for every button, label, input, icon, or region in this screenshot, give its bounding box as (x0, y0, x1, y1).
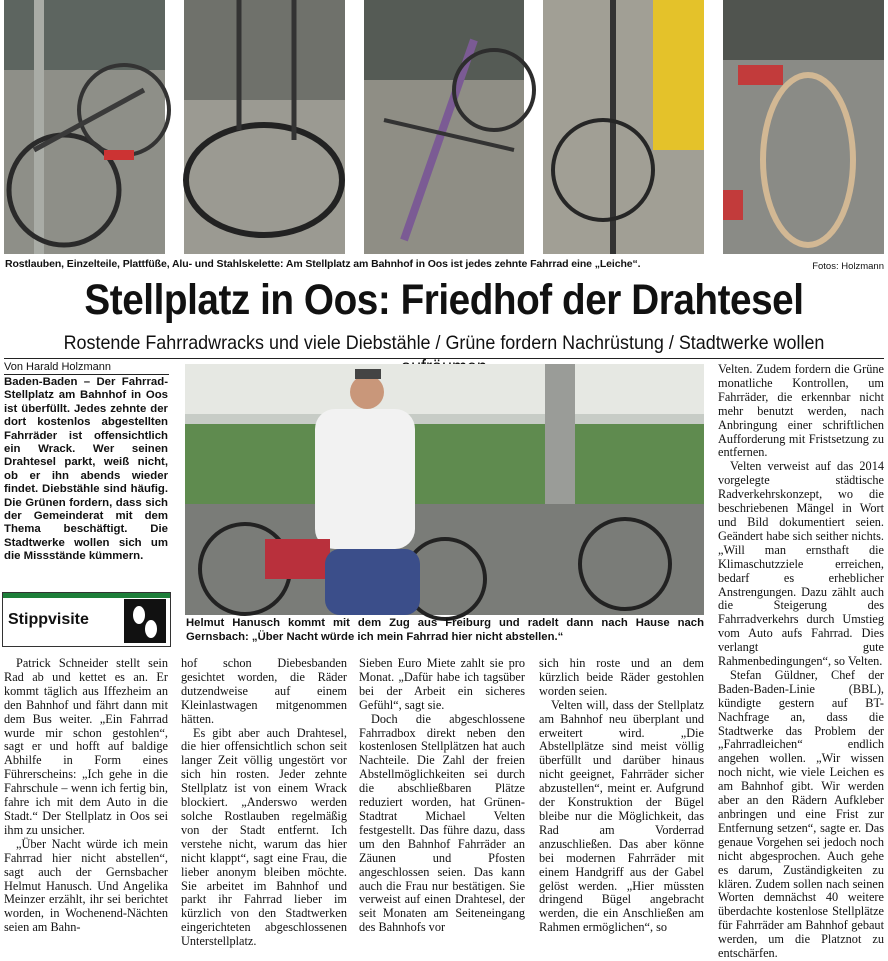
body-paragraph: „Über Nacht würde ich mein Fahrrad hier nicht abstellen“, sagt auch der Gernsbacher Helmut Hanusch. Und Angelika Meinzer erzählt, ihr sei berichtet worden, in Wochenend-Nächten seien am Bahn- (4, 836, 168, 935)
lead-paragraph: Baden-Baden – Der Fahrrad-Stellplatz am Bahnhof in Oos ist überfüllt. Jedes zehnte der dort kostenlos abgestellten Fahrräder ist offensichtlich ein Wrack. Wer seinen Drahtesel parkt, weiß nicht, ob er ihn abends wieder findet. Diebstähle sind häufig. Die Grünen fordern, dass sich der Gemeinderat mit dem Thema beschäftigt. Die Stadtwerke wollen sich um die Missstände kümmern. (4, 376, 168, 563)
body-paragraph: hof schon Diebesbanden gesichtet worden, die Räder dutzendweise auf einem Kleinlastwagen mitgenommen hätten. (181, 656, 347, 726)
body-paragraph: Patrick Schneider stellt sein Rad ab und kettet es an. Er kommt täglich aus Iffezheim an den Bahnhof und fährt dann mit dem Bus weiter. „Ein Fahrrad wurde mir schon gestohlen“, sagt er und hofft auf baldige Abhilfe in Form eines Führerscheins: „Ich gehe in die Fahrschule – wenn ich fertig bin, fahre ich mit dem Auto in die Stadt.“ Der Stellplatz in Oos sei ihm zu unsicher. (4, 656, 168, 837)
headline: Stellplatz in Oos: Friedhof der Drahtesel (84, 276, 804, 324)
body-paragraph: sich hin roste und an dem kürzlich beide Räder gestohlen worden seien. (539, 656, 704, 698)
byline-rule (4, 374, 169, 375)
body-column-4 (539, 656, 704, 935)
body-paragraph: Doch die abgeschlossene Fahrradbox direkt neben den kostenlosen Stellplätzen hat auch Nachteile. Die Zahl der freien Abstellmöglichkeiten sei durch die abschließbaren Plätze reduziert worden, hat Grünen-Stadtrat Michael Velten festgestellt. Das führe dazu, dass um den Bahnhof Fahrräder an Zäunen und Pfosten angeschlossen seien. Das kann auch die Frau nur bestätigen. Sie verweist auf einen Drahtesel, der seit Monaten am Seiteneingang des Bahnhofs vor (359, 711, 525, 935)
byline: Von Harald Holzmann (4, 361, 112, 373)
body-column-5 (718, 362, 884, 961)
photo-bicycle-rack-3 (364, 0, 524, 254)
photo-bicycle-rack-5 (723, 0, 884, 254)
main-photo-caption: Helmut Hanusch kommt mit dem Zug aus Freiburg und radelt dann nach Hause nach Gernsbach: „Über Nacht würde ich mein Fahrrad hier nicht abstellen.“ (186, 617, 704, 643)
photo-strip-caption: Rostlauben, Einzelteile, Plattfüße, Alu- und Stahlskelette: Am Stellplatz am Bahnhof in Oos ist jedes zehnte Fahrrad eine „Leiche“. (5, 258, 641, 270)
photo-man-with-bicycle (185, 364, 704, 615)
photo-bicycle-rack-2 (184, 0, 345, 254)
photo-bicycle-rack-1 (4, 0, 165, 254)
body-paragraph: Stefan Güldner, Chef der Baden-Baden-Linie (BBL), kündigte gestern auf BT-Nachfrage an, dass die Stadtwerke das Problem der „Fahrradleichen“ endlich angehen wollen. „Wir wissen noch nicht, wie viele Leichen es am Bahnhof gibt. Wir werden aber an den Rädern Aufkleber anbringen und eine Frist zur Entfernung setzen“, sagte er. Das genaue Vorgehen sei jedoch noch nicht abgesprochen. Auch gehe es darum, Zuständigkeiten zu klären. Zudem sollen nach seinen Worten demnächst 40 weitere überdachte kostenlose Stellplätze für Fahrräder am Bahnhof gebaut werden, um die Platznot zu entschärfen. (718, 667, 884, 961)
body-paragraph: Velten verweist auf das 2014 vorgelegte städtische Radverkehrskonzept, wo die beschriebenen Mängel in Wort und Bild dokumentiert seien. Geändert habe sich seither nichts. „Will man ernsthaft die Klimaschutzziele erreichen, bedarf es erheblicher Anstrengungen. Dazu zählt auch die Steigerung des Fahrradverkehrs durch Umstieg vom Auto aufs Fahrrad. Dies verlangt gute Rahmenbedingungen“, so Velten. (718, 459, 884, 669)
photo-credit: Fotos: Holzmann (812, 261, 884, 272)
body-paragraph: Sieben Euro Miete zahlt sie pro Monat. „Dafür habe ich tagsüber bei der Arbeit ein sicheres Gefühl“, sagt sie. (359, 656, 525, 712)
body-paragraph: Velten. Zudem fordern die Grüne monatliche Kontrollen, um Fahrräder, die erkennbar nicht mehr benutzt werden, nach Anbringung einer schriftlichen Aufforderung mit Fristsetzung zu entfernen. (718, 362, 884, 460)
rubric-label: Stippvisite (8, 611, 89, 628)
photo-bicycle-rack-4 (543, 0, 704, 254)
body-paragraph: Es gibt aber auch Drahtesel, die hier offensichtlich schon seit langer Zeit völlig ungestört vor sich hin rosten. Jeder zehnte Stellplatz ist von einem Wrack blockiert. „Anderswo werden solche Rostlauben regelmäßig von der Stadt entfernt. Ich verstehe nicht, warum das hier nicht klappt“, sagt eine Frau, die lieber anonym bleiben möchte. Sie arbeitet im Bahnhof und parkt ihr Fahrrad lieber im kürzlich von den Stadtwerken eingerichteten abgeschlossenen Unterstellplatz. (181, 725, 347, 949)
footprints-icon (124, 599, 166, 643)
rubric-accent-bar (3, 593, 170, 598)
body-column-1 (4, 656, 168, 935)
body-paragraph: Velten will, dass der Stellplatz am Bahnhof neu überplant und erweitert wird. „Die Abstellplätze sind meist völlig überfüllt und darüber hinaus nicht geeignet, Fahrräder sicher abzustellen“, meint er. Aufgrund der Konstruktion der Bügel bleibe nur die Möglichkeit, das Rad am Vorderrad anzuschließen. Das aber könne bei modernen Fahrräder mit einem Handgriff aus der Gabel gelöst werden. „Hier müssten dringend Bügel angebracht werden, die ein Anschließen am Rahmen ermöglichen“, so (539, 697, 704, 935)
rubric-box (2, 592, 171, 647)
body-column-2 (181, 656, 347, 949)
subheadline: Rostende Fahrradwracks und viele Diebstähle / Grüne fordern Nachrüstung / Stadtwerke wollen (63, 332, 825, 354)
body-column-3 (359, 656, 525, 935)
divider-rule (4, 358, 884, 359)
